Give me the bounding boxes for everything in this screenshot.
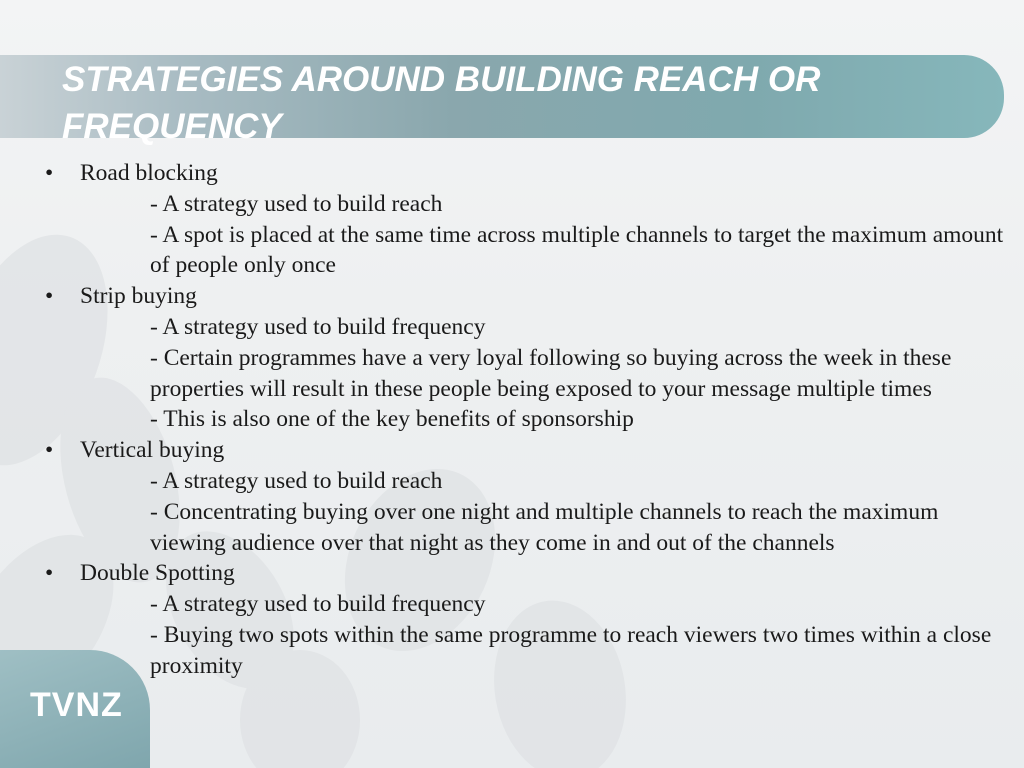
- bullet-label: Strip buying: [80, 283, 197, 310]
- bullet-detail: - Certain programmes have a very loyal following so buying across the week in these properties will result in these people being exposed to your message multiple times: [150, 344, 952, 402]
- bullet-detail: - A spot is placed at the same time across multiple channels to target the maximum amount of people only once: [150, 221, 1004, 279]
- bullet-label: Double Spotting: [80, 560, 235, 587]
- slide-title: STRATEGIES AROUND BUILDING REACH OR FREQUENCY: [62, 60, 821, 146]
- bullet-detail: - A strategy used to build frequency: [150, 313, 486, 340]
- bullet-icon: •: [45, 160, 54, 186]
- bullet-label: Road blocking: [80, 160, 218, 186]
- bullet-detail: - A strategy used to build reach: [150, 467, 443, 494]
- bullet-detail: - A strategy used to build reach: [150, 190, 443, 217]
- bullet-detail: - A strategy used to build frequency: [150, 591, 486, 618]
- bullet-item: [45, 158, 1005, 189]
- bullet-icon: •: [45, 283, 54, 310]
- bullet-item: [45, 558, 1005, 589]
- logo-text: TVNZ: [30, 686, 123, 724]
- bullet-detail: - Concentrating buying over one night and multiple channels to reach the maximum viewing audience over that night as they come in and out of the channels: [150, 498, 939, 556]
- bullet-detail: - Buying two spots within the same programme to reach viewers two times within a close proximity: [150, 621, 992, 679]
- bullet-detail: - This is also one of the key benefits of sponsorship: [150, 406, 634, 433]
- tvnz-logo: [0, 650, 158, 768]
- bullet-icon: •: [45, 437, 54, 464]
- bullet-label: Vertical buying: [80, 437, 225, 464]
- bullet-item: [45, 281, 1005, 312]
- bullet-list: [45, 158, 1005, 682]
- bullet-icon: •: [45, 560, 54, 587]
- bullet-item: [45, 435, 1005, 466]
